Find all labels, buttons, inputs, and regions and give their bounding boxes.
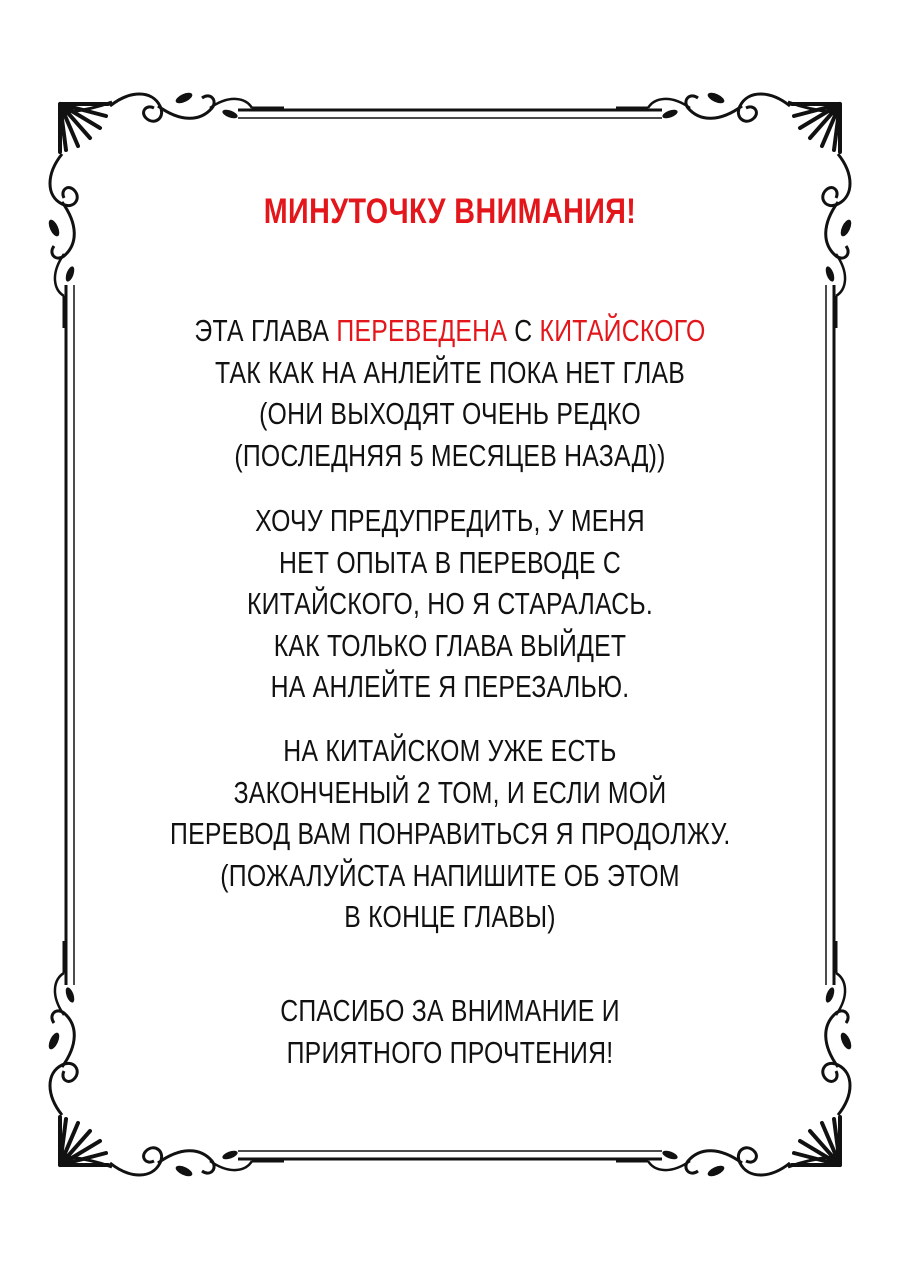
text-line: (ПОЖАЛУЙСТА НАПИШИТЕ ОБ ЭТОМ <box>220 857 680 893</box>
paragraph-translation-note <box>170 310 730 476</box>
text-line: (ПОСЛЕДНЯЯ 5 МЕСЯЦЕВ НАЗАД)) <box>234 437 666 473</box>
text-line: ПЕРЕВОД ВАМ ПОНРАВИТЬСЯ Я ПРОДОЛЖУ. <box>170 816 731 851</box>
text-line: (ОНИ ВЫХОДЯТ ОЧЕНЬ РЕДКО <box>259 396 641 431</box>
text-line: НА АНЛЕЙТЕ Я ПЕРЕЗАЛЬЮ. <box>270 669 630 704</box>
text-segment: ЭТА ГЛАВА <box>194 313 337 348</box>
text-line: КАК ТОЛЬКО ГЛАВА ВЫЙДЕТ <box>273 627 627 663</box>
text-line: ЗАКОНЧЕНЫЙ 2 ТОМ, И ЕСЛИ МОЙ <box>233 774 667 810</box>
highlight-chinese: КИТАЙСКОГО <box>539 313 706 348</box>
text-segment: С <box>507 313 540 348</box>
notice-heading: МИНУТОЧКУ ВНИМАНИЯ! <box>263 192 637 231</box>
text-line: НЕТ ОПЫТА В ПЕРЕВОДЕ С <box>278 544 622 580</box>
paragraph-thanks <box>170 990 730 1073</box>
notice-text <box>100 0 800 1271</box>
paragraph-continuation <box>170 730 730 938</box>
text-line: В КОНЦЕ ГЛАВЫ) <box>344 899 556 934</box>
text-line: ТАК КАК НА АНЛЕЙТЕ ПОКА НЕТ ГЛАВ <box>214 354 686 390</box>
paragraph-warning <box>170 500 730 708</box>
text-line: СПАСИБО ЗА ВНИМАНИЕ И <box>280 993 620 1028</box>
text-line: ХОЧУ ПРЕДУПРЕДИТЬ, У МЕНЯ <box>255 503 645 538</box>
highlight-translated: ПЕРЕВЕДЕНА <box>336 313 508 348</box>
text-line <box>170 310 730 352</box>
text-line: ПРИЯТНОГО ПРОЧТЕНИЯ! <box>286 1034 614 1070</box>
text-line: НА КИТАЙСКОМ УЖЕ ЕСТЬ <box>283 733 617 768</box>
text-line: КИТАЙСКОГО, НО Я СТАРАЛАСЬ. <box>246 586 654 621</box>
